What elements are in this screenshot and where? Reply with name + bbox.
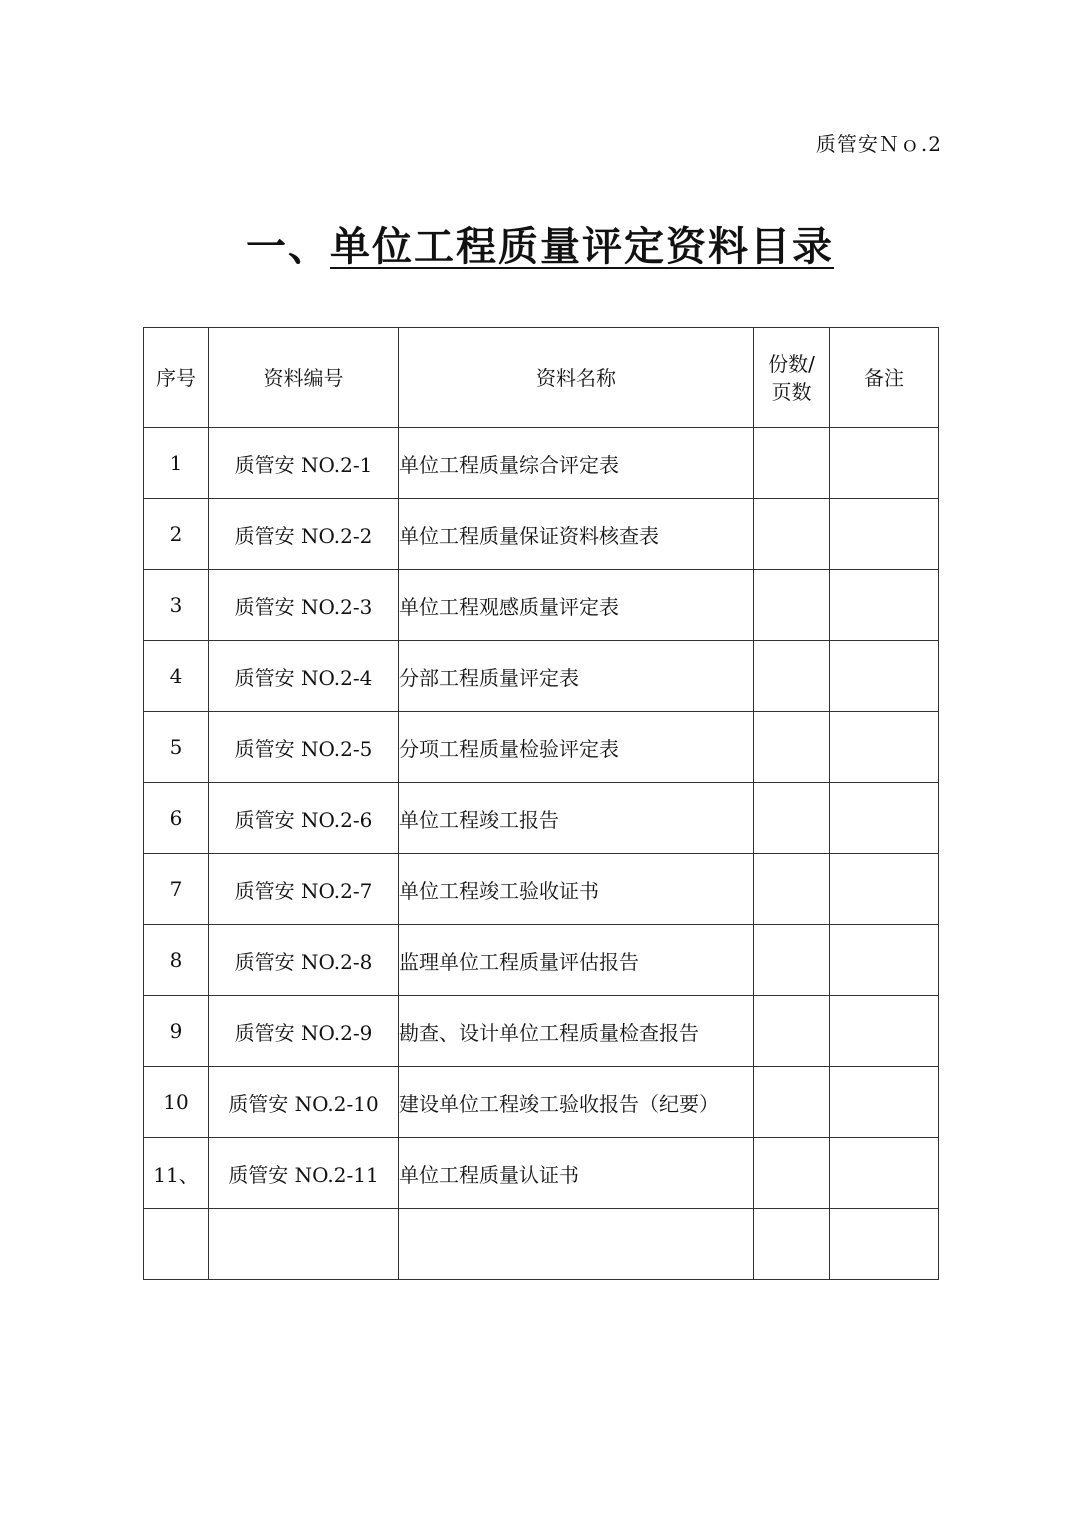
row-no: 1 (144, 428, 209, 499)
row-remarks (830, 783, 939, 854)
row-name: 单位工程质量认证书 (399, 1138, 754, 1209)
row-code: 质管安 NO.2-4 (209, 641, 399, 712)
row-copies (754, 712, 830, 783)
row-copies (754, 1067, 830, 1138)
row-no: 11、 (144, 1138, 209, 1209)
row-name: 单位工程竣工报告 (399, 783, 754, 854)
row-remarks (830, 854, 939, 925)
row-no: 7 (144, 854, 209, 925)
row-code: 质管安 NO.2-8 (209, 925, 399, 996)
row-no: 6 (144, 783, 209, 854)
row-no: 2 (144, 499, 209, 570)
row-no: 9 (144, 996, 209, 1067)
table-row (144, 641, 939, 712)
page-title (0, 215, 1080, 272)
table-row (144, 1067, 939, 1138)
table-header-row (144, 328, 939, 428)
row-copies (754, 641, 830, 712)
header-remarks: 备注 (830, 328, 939, 428)
table-row (144, 712, 939, 783)
row-copies (754, 499, 830, 570)
row-remarks (830, 996, 939, 1067)
row-remarks (830, 712, 939, 783)
row-code: 质管安 NO.2-10 (209, 1067, 399, 1138)
row-no (144, 1209, 209, 1280)
table-row (144, 925, 939, 996)
row-code: 质管安 NO.2-1 (209, 428, 399, 499)
row-name: 单位工程质量综合评定表 (399, 428, 754, 499)
row-copies (754, 854, 830, 925)
table-row (144, 428, 939, 499)
table-row (144, 499, 939, 570)
header-copies (754, 328, 830, 428)
row-copies (754, 925, 830, 996)
row-name: 单位工程观感质量评定表 (399, 570, 754, 641)
document-code: 质管安Ｎｏ.2 (815, 132, 942, 156)
catalog-table (143, 327, 939, 1280)
row-copies (754, 428, 830, 499)
row-remarks (830, 499, 939, 570)
row-remarks (830, 1138, 939, 1209)
title-main: 单位工程质量评定资料目录 (330, 224, 834, 270)
row-name: 分项工程质量检验评定表 (399, 712, 754, 783)
header-name: 资料名称 (399, 328, 754, 428)
header-copies-line1: 份数/ (768, 351, 815, 376)
row-name: 建设单位工程竣工验收报告（纪要） (399, 1067, 754, 1138)
row-code: 质管安 NO.2-5 (209, 712, 399, 783)
table-row (144, 996, 939, 1067)
row-name: 勘查、设计单位工程质量检查报告 (399, 996, 754, 1067)
table-row (144, 854, 939, 925)
row-name: 单位工程竣工验收证书 (399, 854, 754, 925)
row-remarks (830, 925, 939, 996)
table-row (144, 783, 939, 854)
row-name (399, 1209, 754, 1280)
row-name: 单位工程质量保证资料核查表 (399, 499, 754, 570)
row-copies (754, 783, 830, 854)
row-code: 质管安 NO.2-2 (209, 499, 399, 570)
header-code: 资料编号 (209, 328, 399, 428)
row-remarks (830, 641, 939, 712)
row-no: 10 (144, 1067, 209, 1138)
row-code (209, 1209, 399, 1280)
row-code: 质管安 NO.2-7 (209, 854, 399, 925)
row-copies (754, 1138, 830, 1209)
row-remarks (830, 1067, 939, 1138)
table-row (144, 570, 939, 641)
row-no: 5 (144, 712, 209, 783)
row-code: 质管安 NO.2-3 (209, 570, 399, 641)
row-code: 质管安 NO.2-9 (209, 996, 399, 1067)
row-remarks (830, 428, 939, 499)
row-code: 质管安 NO.2-11 (209, 1138, 399, 1209)
row-name: 监理单位工程质量评估报告 (399, 925, 754, 996)
header-no: 序号 (144, 328, 209, 428)
row-no: 3 (144, 570, 209, 641)
table-row (144, 1138, 939, 1209)
row-remarks (830, 1209, 939, 1280)
row-code: 质管安 NO.2-6 (209, 783, 399, 854)
row-copies (754, 996, 830, 1067)
title-prefix: 一、 (246, 224, 330, 270)
row-copies (754, 1209, 830, 1280)
header-copies-line2: 页数 (771, 379, 812, 404)
row-name: 分部工程质量评定表 (399, 641, 754, 712)
row-copies (754, 570, 830, 641)
table-row (144, 1209, 939, 1280)
row-no: 4 (144, 641, 209, 712)
row-remarks (830, 570, 939, 641)
row-no: 8 (144, 925, 209, 996)
